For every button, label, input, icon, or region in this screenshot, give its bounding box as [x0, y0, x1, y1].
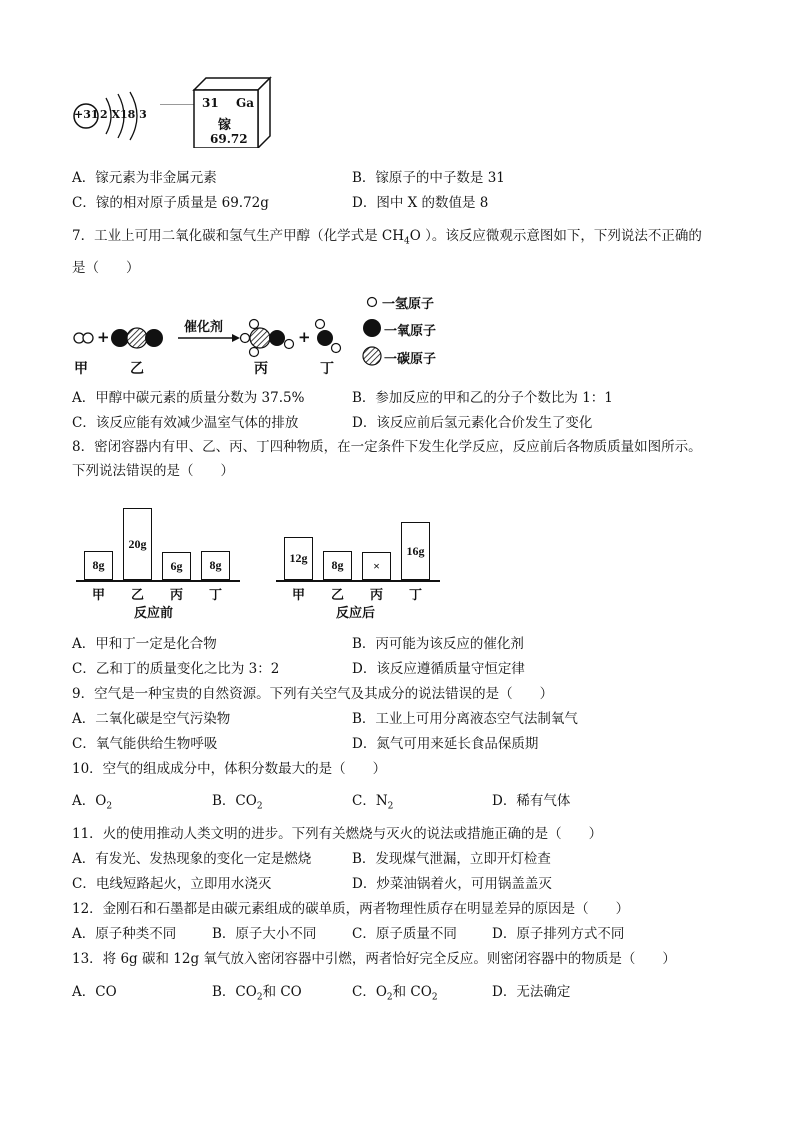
chart-before-reaction — [76, 490, 246, 625]
category-label-after-4: 丁 — [409, 588, 423, 603]
q6-option-b[interactable]: B．镓原子的中子数是 31 — [352, 170, 505, 186]
q8-stem-line2: 下列说法错误的是（ ） — [72, 463, 234, 479]
q12-stem: 12．金刚石和石墨都是由碳元素组成的碳单质，两者物理性质存在明显差异的原因是（ ） — [72, 901, 630, 917]
q8-option-d[interactable]: D．该反应遵循质量守恒定律 — [352, 661, 525, 677]
legend-oxygen: 一氧原子 — [384, 324, 437, 339]
bar-before-3: 6g — [162, 552, 191, 580]
molecule-label-yi: 乙 — [130, 361, 144, 377]
q13-option-d[interactable]: D．无法确定 — [492, 984, 571, 1000]
legend-hydrogen: 一氢原子 — [382, 297, 435, 312]
q9-option-a[interactable]: A．二氧化碳是空气污染物 — [72, 711, 231, 727]
molecule-label-jia: 甲 — [74, 361, 88, 377]
q8-option-c[interactable]: C．乙和丁的质量变化之比为 3：2 — [72, 661, 280, 677]
element-cell — [192, 76, 272, 148]
q10-option-c[interactable]: C．$N_2$ — [352, 793, 394, 812]
q10-stem: 10．空气的组成成分中，体积分数最大的是（ ） — [72, 761, 387, 777]
bar-before-4: 8g — [201, 551, 230, 580]
q7-option-a[interactable]: A．甲醇中碳元素的质量分数为 37.5% — [72, 390, 305, 406]
q6-option-c[interactable]: C．镓的相对原子质量是 69.72g — [72, 195, 269, 211]
q7-option-d[interactable]: D．该反应前后氢元素化合价发生了变化 — [352, 415, 593, 431]
chart-title-before: 反应前 — [134, 606, 174, 621]
chart-title-after: 反应后 — [336, 606, 376, 621]
x-axis-before — [76, 580, 240, 582]
element-name: 镓 — [218, 118, 232, 133]
q7-option-b[interactable]: B．参加反应的甲和乙的分子个数比为 1：1 — [352, 390, 613, 406]
category-label-after-1: 甲 — [292, 588, 306, 603]
legend-carbon: 一碳原子 — [384, 352, 437, 367]
q12-option-d[interactable]: D．原子排列方式不同 — [492, 926, 625, 942]
q9-stem: 9．空气是一种宝贵的自然资源。下列有关空气及其成分的说法错误的是（ ） — [72, 686, 554, 702]
q13-stem: 13．将 6g 碳和 12g 氧气放入密闭容器中引燃，两者恰好完全反应。则密闭容器中的物质是（ ） — [72, 951, 676, 967]
q10-option-d[interactable]: D．稀有气体 — [492, 793, 571, 809]
molecule-label-bing: 丙 — [254, 361, 268, 377]
bar-after-2: 8g — [323, 551, 352, 580]
q11-option-b[interactable]: B．发现煤气泄漏，立即开灯检查 — [352, 851, 551, 867]
q11-stem: 11．火的使用推动人类文明的进步。下列有关燃烧与灭火的说法或措施正确的是（ ） — [72, 826, 603, 842]
q12-option-b[interactable]: B．原子大小不同 — [212, 926, 317, 942]
atomic-mass: 69.72 — [210, 132, 248, 146]
q13-option-a[interactable]: A．CO — [72, 984, 117, 1000]
bar-after-1: 12g — [284, 537, 313, 580]
q12-option-c[interactable]: C．原子质量不同 — [352, 926, 457, 942]
q8-option-b[interactable]: B．丙可能为该反应的催化剂 — [352, 636, 524, 652]
q7-stem-line2: 是（ ） — [72, 260, 140, 276]
x-axis-after — [276, 580, 440, 582]
q13-option-b[interactable]: B．$CO_2$和 CO — [212, 984, 302, 1003]
q6-option-d[interactable]: D．图中 X 的数值是 8 — [352, 195, 489, 211]
atomic-number: 31 — [202, 96, 219, 110]
bar-after-4: 16g — [401, 522, 430, 580]
category-label-before-1: 甲 — [92, 588, 106, 603]
element-symbol: Ga — [236, 96, 255, 110]
category-label-before-2: 乙 — [131, 588, 145, 603]
category-label-after-3: 丙 — [370, 588, 384, 603]
category-label-before-3: 丙 — [170, 588, 184, 603]
q6-option-a[interactable]: A．镓元素为非金属元素 — [72, 170, 217, 186]
bar-before-1: 8g — [84, 551, 113, 580]
bar-after-3: × — [362, 552, 391, 580]
q9-option-d[interactable]: D．氮气可用来延长食品保质期 — [352, 736, 539, 752]
q11-option-a[interactable]: A．有发光、发热现象的变化一定是燃烧 — [72, 851, 312, 867]
q9-option-b[interactable]: B．工业上可用分离液态空气法制氧气 — [352, 711, 578, 727]
q11-option-d[interactable]: D．炒菜油锅着火，可用锅盖盖灭 — [352, 876, 552, 892]
q9-option-c[interactable]: C．氧气能供给生物呼吸 — [72, 736, 218, 752]
q13-option-c[interactable]: C．$O_2$和 $CO_2$ — [352, 984, 438, 1003]
shell-electrons: 2 X18 3 — [100, 108, 147, 121]
plus-sign-2: + — [298, 328, 311, 346]
category-label-after-2: 乙 — [331, 588, 345, 603]
q7-stem-line1: 7．工业上可用二氧化碳和氢气生产甲醇（化学式是 $CH_4O$ ）。该反应微观示意图如下，下列说法不正确的 — [72, 228, 702, 247]
q8-stem-line1: 8．密闭容器内有甲、乙、丙、丁四种物质，在一定条件下发生化学反应，反应前后各物质质量如图所示。 — [72, 439, 702, 455]
q7-option-c[interactable]: C．该反应能有效减少温室气体的排放 — [72, 415, 299, 431]
q10-option-a[interactable]: A．$O_2$ — [72, 793, 113, 812]
category-label-before-4: 丁 — [209, 588, 223, 603]
nucleus-charge: +31 — [74, 108, 99, 121]
plus-sign-1: + — [97, 328, 110, 346]
molecule-label-ding: 丁 — [320, 361, 334, 377]
chart-after-reaction — [276, 490, 446, 625]
catalyst-label: 催化剂 — [184, 320, 224, 335]
q11-option-c[interactable]: C．电线短路起火，立即用水浇灭 — [72, 876, 272, 892]
bar-before-2: 20g — [123, 508, 152, 580]
q8-option-a[interactable]: A．甲和丁一定是化合物 — [72, 636, 217, 652]
atom-structure-figure — [70, 88, 150, 144]
q10-option-b[interactable]: B．$CO_2$ — [212, 793, 263, 812]
q12-option-a[interactable]: A．原子种类不同 — [72, 926, 177, 942]
reaction-diagram — [70, 290, 450, 380]
